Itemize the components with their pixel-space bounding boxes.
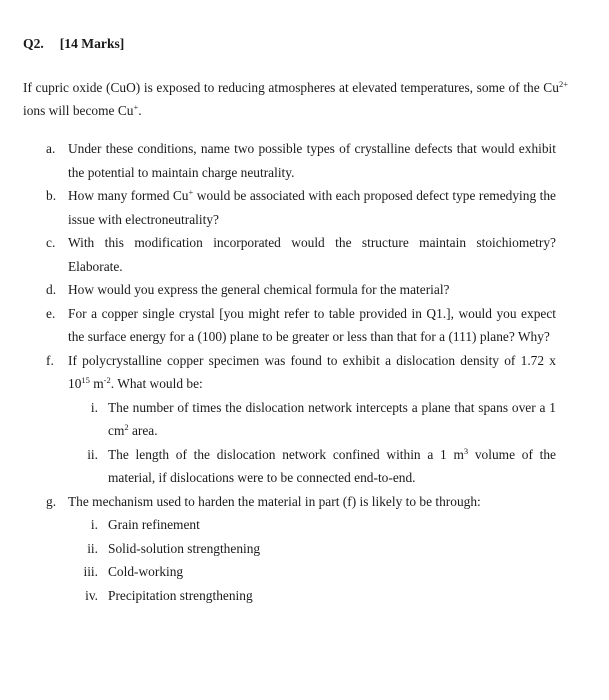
text-part-2: would be associated with each proposed defect type remedying the issue with electroneutrality?: [68, 188, 556, 227]
sub-question-marker: a.: [46, 141, 56, 156]
sub-question-marker: d.: [46, 282, 57, 297]
sub-question-text: With this modification incorporated would the structure maintain stoichiometry? Elaborate.: [68, 235, 556, 274]
option-ii: [87, 537, 556, 561]
sub-question-b: [46, 184, 556, 231]
text-part-1: If polycrystalline copper specimen was found to exhibit a dislocation density of 1.72 x 10: [68, 352, 556, 391]
text-part-2: m: [89, 376, 104, 391]
sub-question-marker: g.: [46, 493, 57, 509]
question-number: Q2.: [23, 36, 44, 51]
option-text: Precipitation strengthening: [108, 587, 253, 603]
option-iv: [85, 584, 556, 608]
option-iii: [83, 560, 556, 584]
intro-text-1: If cupric oxide (CuO) is exposed to reducing atmospheres at elevated temperatures, some of the Cu: [23, 80, 559, 95]
sub-question-text: How would you express the general chemical formula for the material?: [68, 282, 450, 297]
sub-question-g: [46, 490, 556, 608]
sub-item-f-ii: [87, 443, 556, 490]
sub-question-a: [46, 137, 556, 184]
text-part-3: . What would be:: [110, 376, 203, 391]
option-marker: ii.: [87, 540, 98, 556]
option-marker: iv.: [85, 587, 98, 603]
sub-question-c: [46, 231, 556, 278]
sub-item-superscript: 2: [124, 422, 129, 432]
sub-question-d: [46, 278, 556, 302]
sub-item-text-1: The length of the dislocation network confined within a 1 m: [108, 446, 464, 462]
intro-text-3: .: [138, 103, 142, 118]
superscript-1: 15: [81, 375, 90, 385]
sub-question-marker: b.: [46, 188, 57, 203]
sub-item-marker: i.: [90, 399, 98, 415]
sub-question-list: [0, 137, 609, 607]
intro-superscript-2: +: [133, 102, 139, 112]
option-marker: iii.: [83, 564, 98, 579]
question-marks: [14 Marks]: [59, 36, 125, 51]
sub-item-text-2: area.: [128, 423, 158, 438]
text-part-1: How many formed Cu: [68, 188, 189, 203]
option-text: Grain refinement: [108, 517, 200, 532]
option-marker: i.: [90, 517, 98, 532]
question-intro: [23, 76, 568, 122]
sub-question-text: For a copper single crystal [you might refer to table provided in Q1.], would you expect the surface energy for a (100) plane to be greater or less than that for a (111) plane? Why?: [68, 305, 556, 344]
sub-question-e: [46, 302, 556, 349]
sub-item-f-i: [90, 396, 556, 443]
sub-question-text: Under these conditions, name two possible types of crystalline defects that would exhibit the potential to maintain charge neutrality.: [68, 141, 556, 180]
option-i: [90, 513, 556, 537]
sub-item-text-1: The number of times the dislocation network intercepts a plane that spans over a 1 cm: [108, 399, 556, 438]
option-text: Solid-solution strengthening: [108, 540, 261, 556]
sub-item-text-2: volume of the material, if dislocations were to be connected end-to-end.: [108, 446, 556, 485]
superscript-2: -2: [103, 375, 111, 385]
intro-superscript-1: 2+: [558, 79, 568, 89]
sub-question-text: [68, 349, 556, 396]
option-text: Cold-working: [108, 564, 184, 579]
sub-question-marker: e.: [46, 305, 56, 321]
sub-question-marker: f.: [46, 352, 54, 368]
sub-item-superscript: 3: [463, 445, 469, 456]
sub-question-text: [68, 184, 556, 231]
sub-item-marker: ii.: [87, 446, 98, 462]
sub-question-marker: c.: [46, 235, 56, 250]
superscript: +: [188, 187, 194, 197]
sub-question-f: [46, 349, 556, 490]
intro-text-2: ions will become Cu: [23, 103, 134, 118]
question-heading: [23, 36, 124, 52]
sub-question-text: The mechanism used to harden the material in part (f) is likely to be through:: [68, 493, 481, 509]
